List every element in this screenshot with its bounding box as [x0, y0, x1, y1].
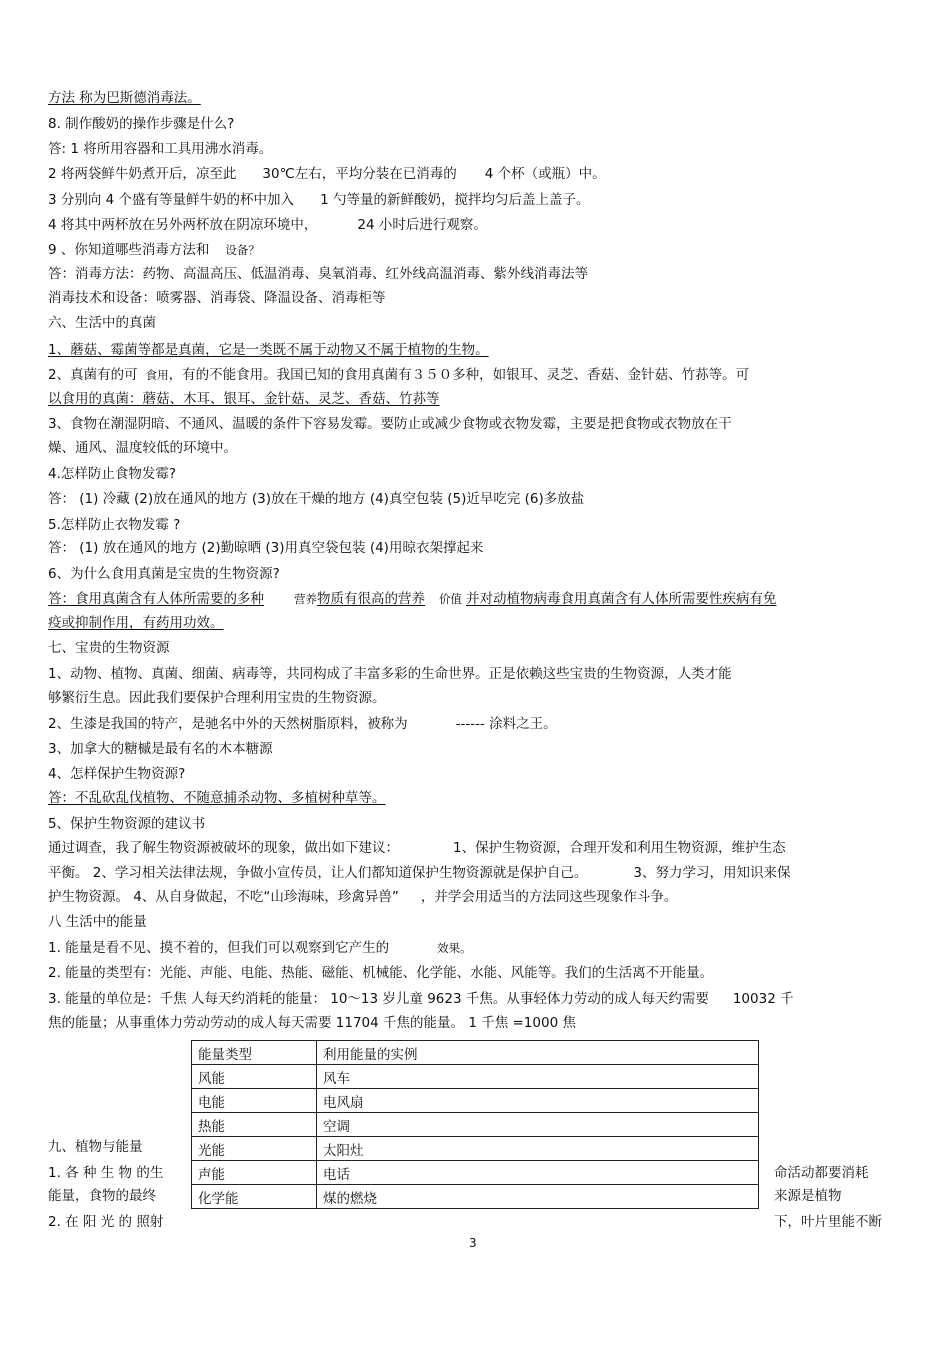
table-header-cell: 利用能量的实例 — [317, 1041, 759, 1065]
text-line: 1、蘑菇、霉菌等都是真菌，它是一类既不属于动物又不属于植物的生物。 — [48, 342, 489, 358]
section-heading-8: 八 生活中的能量 — [48, 914, 147, 930]
text-line-right: 下，叶片里能不断 — [774, 1214, 882, 1230]
table-cell: 光能 — [192, 1137, 317, 1161]
table-row — [192, 1137, 759, 1161]
table-cell: 电话 — [317, 1161, 759, 1185]
answer-line: 答: 1 将所用容器和工具用沸水消毒。 — [48, 141, 273, 157]
answer-line: 答：消毒方法：药物、高温高压、低温消毒、臭氧消毒、红外线高温消毒、紫外线消毒法等 — [48, 266, 588, 282]
text-line: 2、生漆是我国的特产，是驰名中外的天然树脂原料，被称为 ------ 涂料之王。 — [48, 716, 557, 732]
question-9: 9 、你知道哪些消毒方法和 设备？ — [48, 242, 260, 258]
text-line-right: 来源是植物 — [774, 1188, 842, 1204]
table-row — [192, 1161, 759, 1185]
table-row — [192, 1065, 759, 1089]
text-line: 消毒技术和设备：喷雾器、消毒袋、降温设备、消毒柜等 — [48, 290, 386, 306]
text-line: 护生物资源。 4、从自身做起，不吃“山珍海味，珍禽异兽” ，并学会用适当的方法同这些现象作斗争。 — [48, 889, 678, 905]
text-line-left: 2. 在 阳 光 的 照射 — [48, 1214, 164, 1230]
text-line: 3. 能量的单位是：千焦 人每天约消耗的能量： 10～13 岁儿童 9623 千焦。从事轻体力劳动的成人每天约需要 10032 千 — [48, 991, 794, 1007]
question-8: 8. 制作酸奶的操作步骤是什么? — [48, 116, 235, 132]
table-header-cell: 能量类型 — [192, 1041, 317, 1065]
table-row — [192, 1113, 759, 1137]
question-4: 4.怎样防止食物发霉? — [48, 466, 177, 482]
table-row — [192, 1089, 759, 1113]
table-cell: 电能 — [192, 1089, 317, 1113]
text-line: 通过调查，我了解生物资源被破坏的现象，做出如下建议： 1、保护生物资源，合理开发和利用生物资源，维护生态 — [48, 840, 786, 856]
section-heading-6: 六、生活中的真菌 — [48, 315, 156, 331]
energy-table — [191, 1040, 759, 1209]
text-line: 3、加拿大的糖槭是最有名的木本糖源 — [48, 741, 273, 757]
text-line: 2. 能量的类型有：光能、声能、电能、热能、磁能、机械能、化学能、水能、风能等。我们的生活离不开能量。 — [48, 965, 714, 981]
text-line: 1、动物、植物、真菌、细菌、病毒等，共同构成了丰富多彩的生命世界。正是依赖这些宝贵的生物资源，人类才能 — [48, 666, 732, 682]
text-line-right: 命活动都要消耗 — [774, 1165, 869, 1181]
question-4b: 4、怎样保护生物资源? — [48, 766, 186, 782]
table-cell: 风车 — [317, 1065, 759, 1089]
question-6: 6、为什么食用真菌是宝贵的生物资源? — [48, 566, 280, 582]
table-cell: 太阳灶 — [317, 1137, 759, 1161]
text-line: 2 将两袋鲜牛奶煮开后，凉至此 30℃左右，平均分装在已消毒的 4 个杯（或瓶）中。 — [48, 166, 606, 182]
text-line: 平衡。 2、学习相关法律法规，争做小宣传员，让人们都知道保护生物资源就是保护自己。 3、努力学习，用知识来保 — [48, 865, 791, 881]
table-cell: 电风扇 — [317, 1089, 759, 1113]
page-number: 3 — [469, 1236, 477, 1250]
text-line: 燥、通风、温度较低的环境中。 — [48, 440, 237, 456]
answer-line: 答： (1) 放在通风的地方 (2)勤晾晒 (3)用真空袋包装 (4)用晾衣架撑起来 — [48, 540, 484, 556]
text-line: 3、食物在潮湿阴暗、不通风、温暖的条件下容易发霉。要防止或减少食物或衣物发霉，主要是把食物或衣物放在干 — [48, 416, 732, 432]
answer-line: 疫或抑制作用，有药用功效。 — [48, 615, 224, 631]
text-line: 4 将其中两杯放在另外两杯放在阴凉环境中， 24 小时后进行观察。 — [48, 217, 487, 233]
table-cell: 热能 — [192, 1113, 317, 1137]
table-cell: 化学能 — [192, 1185, 317, 1209]
question-5: 5.怎样防止衣物发霉 ? — [48, 517, 181, 533]
text-line: 2、真菌有的可 食用，有的不能食用。我国已知的食用真菌有３５０多种，如银耳、灵芝、香菇、金针菇、竹荪等。可 — [48, 367, 750, 383]
text-line: 方法 称为巴斯德消毒法。 — [48, 90, 201, 106]
table-cell: 空调 — [317, 1113, 759, 1137]
table-cell: 煤的燃烧 — [317, 1185, 759, 1209]
text-line: 够繁衍生息。因此我们要保护合理利用宝贵的生物资源。 — [48, 690, 386, 706]
answer-line: 答：不乱砍乱伐植物、不随意捕杀动物、多植树种草等。 — [48, 790, 386, 806]
text-line-left: 1. 各 种 生 物 的生 — [48, 1165, 164, 1181]
table-cell: 声能 — [192, 1161, 317, 1185]
answer-line: 答：食用真菌含有人体所需要的多种 营养物质有很高的营养 价值 并对动植物病毒食用真菌含有人体所需要性疾病有免 — [48, 591, 777, 607]
table-cell: 风能 — [192, 1065, 317, 1089]
text-line: 1. 能量是看不见、摸不着的，但我们可以观察到它产生的 效果。 — [48, 940, 472, 956]
table-header-row — [192, 1041, 759, 1065]
text-line-left: 能量，食物的最终 — [48, 1188, 156, 1204]
text-line: 5、保护生物资源的建议书 — [48, 816, 206, 832]
table-row — [192, 1185, 759, 1209]
text-line: 焦的能量；从事重体力劳动劳动的成人每天需要 11704 千焦的能量。 1 千焦 =1000 焦 — [48, 1015, 576, 1031]
section-heading-7: 七、宝贵的生物资源 — [48, 640, 170, 656]
section-heading-9: 九、植物与能量 — [48, 1139, 143, 1155]
text-line: 以食用的真菌：蘑菇、木耳、银耳、金针菇、灵芝、香菇、竹荪等 — [48, 391, 440, 407]
answer-line: 答： (1) 冷藏 (2)放在通风的地方 (3)放在干燥的地方 (4)真空包装 (5)近早吃完 (6)多放盐 — [48, 491, 585, 507]
text-line: 3 分别向 4 个盛有等量鲜牛奶的杯中加入 1 勺等量的新鲜酸奶，搅拌均匀后盖上盖子。 — [48, 192, 590, 208]
